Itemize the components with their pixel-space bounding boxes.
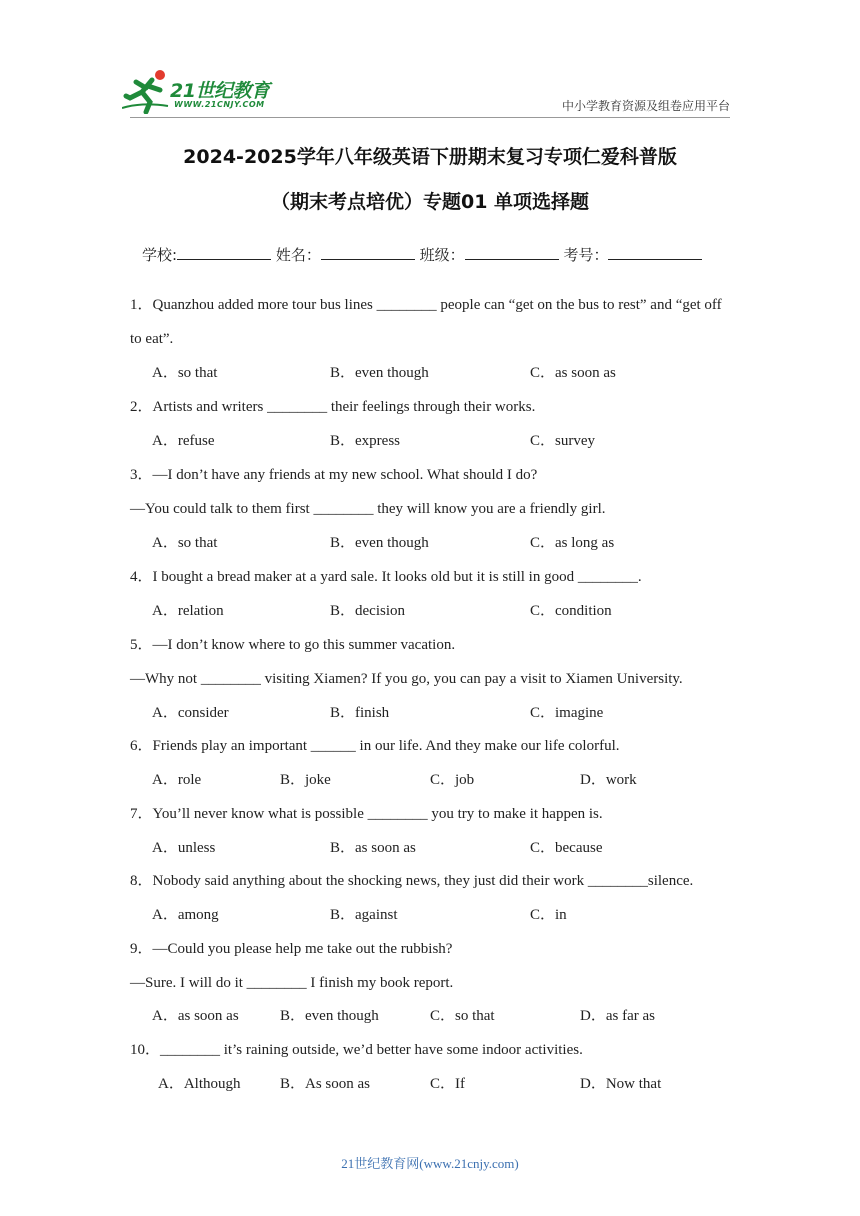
q3-option-c[interactable]: C．as long as — [530, 535, 615, 551]
q7-option-c[interactable]: C．because — [530, 840, 603, 856]
q10-option-a[interactable]: A．Although — [158, 1076, 241, 1092]
question-9-text-cont: —Sure. I will do it ________ I finish my book report. — [130, 975, 454, 991]
question-5-text: 5．—I don’t know where to go this summer vacation. — [130, 637, 456, 653]
q9-option-a[interactable]: A．as soon as — [152, 1008, 239, 1024]
q7-option-b[interactable]: B．as soon as — [330, 840, 416, 856]
question-2-text: 2．Artists and writers ________ their feelings through their works. — [130, 399, 536, 415]
school-label: 学校: — [142, 246, 178, 264]
q7-option-a[interactable]: A．unless — [152, 840, 216, 856]
question-10-text: 10．________ it’s raining outside, we’d better have some indoor activities. — [130, 1042, 583, 1058]
logo-url: WWW.21CNJY.COM — [174, 100, 265, 109]
name-label: 姓名： — [275, 246, 321, 264]
question-7-text: 7．You’ll never know what is possible ________ you try to make it happen is. — [130, 806, 603, 822]
q6-option-d[interactable]: D．work — [580, 772, 637, 788]
logo-text: 21世纪教育 — [170, 80, 270, 102]
q9-option-b[interactable]: B．even though — [280, 1008, 379, 1024]
footer-link[interactable]: 21世纪教育网(www.21cnjy.com) — [341, 1156, 519, 1171]
q2-option-c[interactable]: C．survey — [530, 433, 595, 449]
runner-icon — [122, 68, 172, 114]
document-title: 2024-2025学年八年级英语下册期末复习专项仁爱科普版 — [183, 146, 677, 168]
question-6-text: 6．Friends play an important ______ in our life. And they make our life colorful. — [130, 738, 620, 754]
question-3-text-cont: —You could talk to them first ________ they will know you are a friendly girl. — [130, 501, 606, 517]
q2-option-b[interactable]: B．express — [330, 433, 400, 449]
q3-option-a[interactable]: A．so that — [152, 535, 218, 551]
q5-option-b[interactable]: B．finish — [330, 705, 390, 721]
q2-option-a[interactable]: A．refuse — [152, 433, 215, 449]
question-4-text: 4．I bought a bread maker at a yard sale. It looks old but it is still in good ________. — [130, 569, 642, 585]
q5-option-c[interactable]: C．imagine — [530, 705, 604, 721]
q4-option-c[interactable]: C．condition — [530, 603, 612, 619]
question-8-text: 8．Nobody said anything about the shocking news, they just did their work ________silence. — [130, 873, 694, 889]
header-divider — [130, 117, 730, 118]
name-field[interactable] — [321, 245, 415, 260]
q5-option-a[interactable]: A．consider — [152, 705, 229, 721]
site-logo — [122, 68, 292, 116]
q6-option-c[interactable]: C．job — [430, 772, 475, 788]
q8-option-b[interactable]: B．against — [330, 907, 398, 923]
q6-option-b[interactable]: B．joke — [280, 772, 331, 788]
q8-option-c[interactable]: C．in — [530, 907, 567, 923]
q10-option-d[interactable]: D．Now that — [580, 1076, 662, 1092]
q6-option-a[interactable]: A．role — [152, 772, 202, 788]
class-label: 班级： — [419, 246, 465, 264]
student-info-row — [142, 244, 702, 265]
q1-option-b[interactable]: B．even though — [330, 365, 429, 381]
question-1-text: 1．Quanzhou added more tour bus lines ________ people can “get on the bus to rest” and “get off — [130, 297, 722, 313]
q4-option-b[interactable]: B．decision — [330, 603, 405, 619]
platform-label: 中小学教育资源及组卷应用平台 — [561, 99, 730, 113]
number-label: 考号： — [563, 246, 609, 264]
question-1-text-cont: to eat”. — [130, 331, 174, 347]
question-9-text: 9．—Could you please help me take out the rubbish? — [130, 941, 453, 957]
q10-option-b[interactable]: B．As soon as — [280, 1076, 371, 1092]
q1-option-c[interactable]: C．as soon as — [530, 365, 616, 381]
q3-option-b[interactable]: B．even though — [330, 535, 429, 551]
document-subtitle: （期末考点培优）专题01 单项选择题 — [270, 191, 590, 213]
q8-option-a[interactable]: A．among — [152, 907, 219, 923]
question-5-text-cont: —Why not ________ visiting Xiamen? If you go, you can pay a visit to Xiamen University. — [130, 671, 683, 687]
q1-option-a[interactable]: A．so that — [152, 365, 218, 381]
number-field[interactable] — [608, 245, 702, 260]
q4-option-a[interactable]: A．relation — [152, 603, 224, 619]
question-3-text: 3．—I don’t have any friends at my new school. What should I do? — [130, 467, 538, 483]
q9-option-d[interactable]: D．as far as — [580, 1008, 655, 1024]
q10-option-c[interactable]: C．If — [430, 1076, 465, 1092]
q9-option-c[interactable]: C．so that — [430, 1008, 495, 1024]
class-field[interactable] — [465, 245, 559, 260]
school-field[interactable] — [177, 245, 271, 260]
